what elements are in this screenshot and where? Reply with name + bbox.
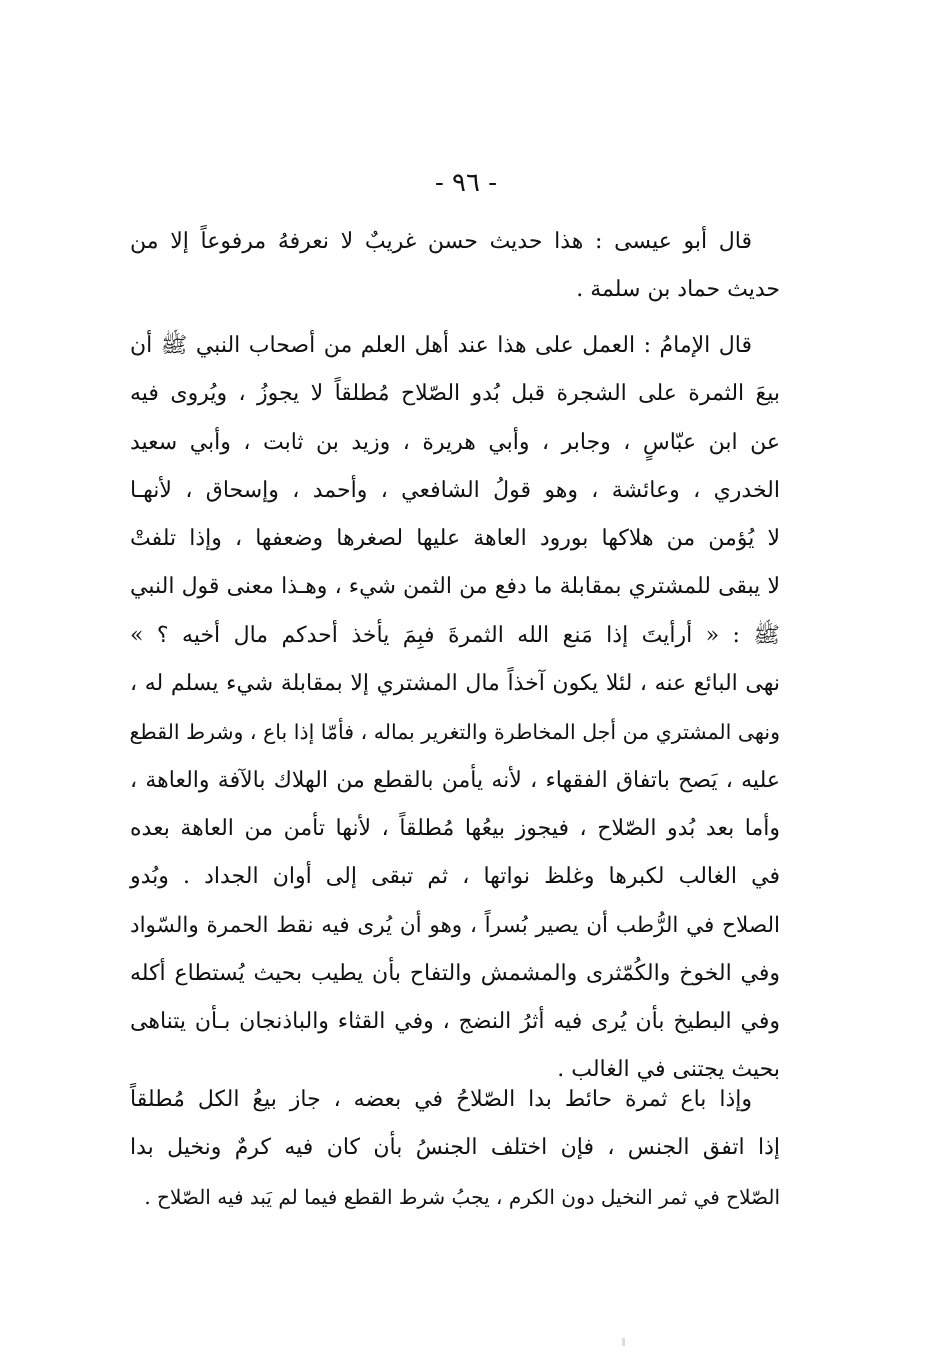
- text-line: بيعَ الثمرة على الشجرة قبل بُدو الصّلاح مُطلقاً لا يجوزُ ، ويُروى فيه: [130, 381, 780, 407]
- text-line: بحيث يجتنى في الغالب .: [557, 1057, 780, 1083]
- page-number: - ٩٦ -: [434, 168, 498, 198]
- text-line: في الغالب لكبرها وغلظ نواتها ، ثم تبقى إلى أوان الجداد . وبُدو: [130, 864, 780, 890]
- text-line: لا يُؤمن من هلاكها بورود العاهة عليها لصغرها وضعفها ، وإذا تلفتْ: [130, 526, 780, 552]
- text-line: وإذا باع ثمرة حائط بدا الصّلاحُ في بعضه ، جاز بيعُ الكل مُطلقاً: [130, 1087, 752, 1112]
- scan-speck: [622, 1338, 625, 1346]
- paragraph-3: [130, 1076, 780, 1221]
- text-line: الصّلاح في ثمر النخيل دون الكرم ، يجبُ شرط القطع فيما لم يَبد فيه الصّلاح .: [144, 1184, 780, 1209]
- text-line: قال الإمامُ : العمل على هذا عند أهل العلم من أصحاب النبي ﷺ أن: [130, 333, 752, 358]
- text-line: لا يبقى للمشتري بمقابلة ما دفع من الثمن شيء ، وهـذا معنى قول النبي: [130, 574, 780, 600]
- text-line: عن ابن عبّاسٍ ، وجابر ، وأبي هريرة ، وزيد بن ثابت ، وأبي سعيد: [130, 429, 780, 455]
- text-line: الخدري ، وعائشة ، وهو قولُ الشافعي ، وأحمد ، وإسحاق ، لأنهـا: [130, 477, 780, 503]
- text-line: نهى البائع عنه ، لئلا يكون آخذاً مال المشتري إلا بمقابلة شيء يسلم له ،: [130, 671, 780, 697]
- text-line: وأما بعد بُدو الصّلاح ، فيجوز بيعُها مُطلقاً ، لأنها تأمن من العاهة بعده: [130, 815, 780, 841]
- text-line: الصلاح في الرُّطب أن يصير بُسراً ، وهو أن يُرى فيه نقط الحمرة والسّواد: [130, 912, 780, 938]
- paragraph-1: [130, 218, 780, 315]
- text-line: قال أبو عيسى : هذا حديث حسن غريبٌ لا نعرفهُ مرفوعاً إلا من: [130, 229, 752, 254]
- text-line: وفي البطيخ بأن يُرى فيه أثرُ النضج ، وفي القثاء والباذنجان بـأن يتناهى: [130, 1009, 780, 1035]
- text-line: عليه ، يَصح باتفاق الفقهاء ، لأنه يأمن بالقطع من الهلاك بالآفة والعاهة ،: [130, 767, 780, 793]
- text-line: ونهى المشتري من أجل المخاطرة والتغرير بماله ، فأمّا إذا باع ، وشرط القطع: [129, 720, 780, 745]
- text-line: وفي الخوخ والكُمّثرى والمشمش والتفاح بأن يطيب بحيث يُستطاع أكله: [130, 960, 780, 986]
- text-line: حديث حماد بن سلمة .: [576, 277, 780, 303]
- text-line: إذا اتفق الجنس ، فإن اختلف الجنسُ بأن كان فيه كرمٌ ونخيل بدا: [130, 1135, 780, 1161]
- paragraph-2: [130, 322, 780, 1095]
- text-line: ﷺ : « أرأيتَ إذا مَنع الله الثمرةَ فبِمَ يأخذ أحدكم مال أخيه ؟ »: [130, 622, 780, 648]
